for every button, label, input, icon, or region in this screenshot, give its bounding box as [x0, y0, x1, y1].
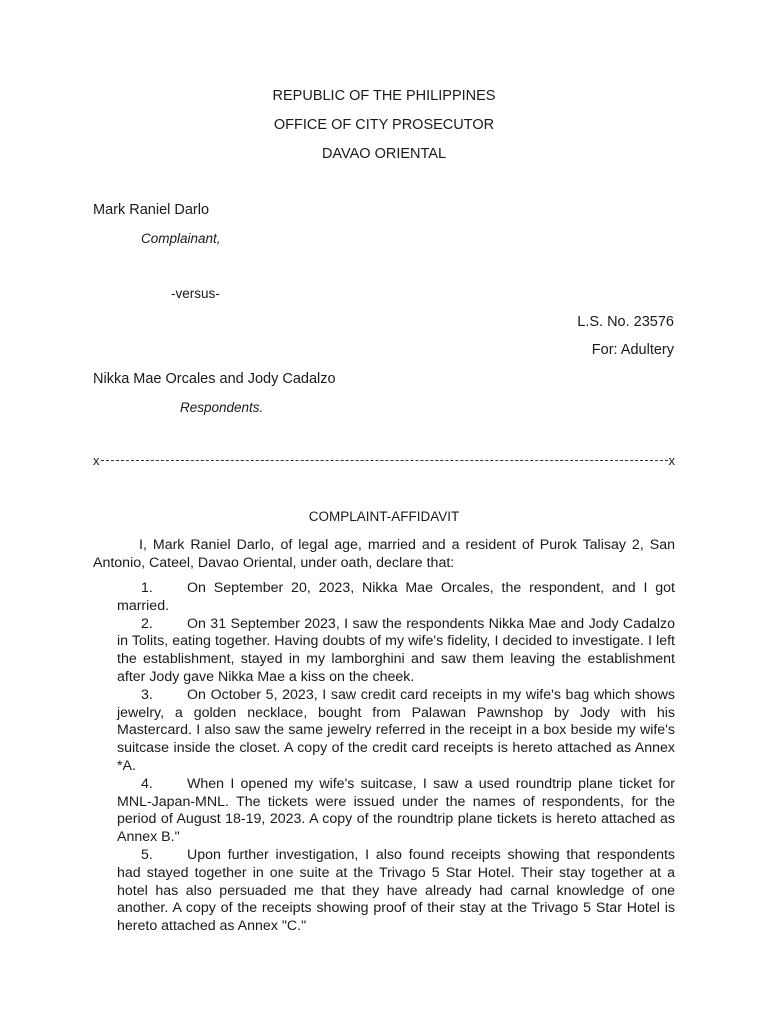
caption-divider: [93, 453, 675, 468]
respondent-role: Respondents.: [180, 400, 264, 415]
versus-label: -versus-: [171, 286, 220, 301]
list-item: [117, 776, 675, 847]
list-item: [117, 687, 675, 776]
item-text: When I opened my wife's suitcase, I saw a used roundtrip plane ticket for MNL-Japan-MNL. The tickets were issued under the names of respondents, for the period of August 18-19, 2023. A copy of the roundtrip plane tickets is hereto attached as Annex B.": [117, 775, 675, 846]
list-item: [117, 847, 675, 936]
divider-left-mark: x: [93, 453, 100, 468]
intro-paragraph: I, Mark Raniel Darlo, of legal age, married and a resident of Purok Talisay 2, San Antonio, Cateel, Davao Oriental, under oath, declare that:: [93, 537, 675, 571]
item-text: Upon further investigation, I also found receipts showing that respondents had stayed together in one suite at the Trivago 5 Star Hotel. Their stay together at a hotel has also persuaded me that they have already had carnal knowledge of one another. A copy of the receipts showing proof of their stay at the Trivago 5 Star Hotel is hereto attached as Annex "C.": [117, 846, 675, 935]
item-text: On October 5, 2023, I saw credit card receipts in my wife's bag which shows jewelry, a golden necklace, bought from Palawan Pawnshop by Jody with his Mastercard. I also saw the same jewelry referred in the receipt in a box beside my wife's suitcase inside the closet. A copy of the credit card receipts is hereto attached as Annex *A.: [117, 686, 675, 774]
document-title: COMPLAINT-AFFIDAVIT: [308, 509, 460, 524]
header-province: DAVAO ORIENTAL: [321, 146, 447, 162]
list-item: [117, 616, 675, 687]
item-number: 2.: [141, 615, 153, 632]
case-number: L.S. No. 23576: [577, 314, 674, 330]
allegations-list: [93, 580, 675, 936]
header-republic: REPUBLIC OF THE PHILIPPINES: [272, 88, 496, 104]
item-number: 3.: [141, 686, 153, 703]
item-text: On September 20, 2023, Nikka Mae Orcales, the respondent, and I got married.: [117, 580, 675, 614]
header-office: OFFICE OF CITY PROSECUTOR: [273, 117, 495, 133]
item-number: 4.: [141, 775, 153, 792]
respondent-names: Nikka Mae Orcales and Jody Cadalzo: [93, 371, 336, 387]
divider-line: [101, 460, 668, 461]
case-offense: For: Adultery: [591, 342, 674, 358]
complainant-name: Mark Raniel Darlo: [93, 202, 210, 218]
list-item: [117, 580, 675, 616]
item-text: On 31 September 2023, I saw the respondents Nikka Mae and Jody Cadalzo in Tolits, eating together. Having doubts of my wife's fidelity, I decided to investigate. I left the establishment, stayed in my lamborghini and saw them leaving the establishment after Jody gave Nikka Mae a kiss on the cheek.: [117, 615, 675, 685]
divider-right-mark: x: [668, 453, 675, 468]
item-number: 5.: [141, 846, 153, 863]
complainant-role: Complainant,: [141, 231, 221, 246]
item-number: 1.: [141, 580, 153, 596]
